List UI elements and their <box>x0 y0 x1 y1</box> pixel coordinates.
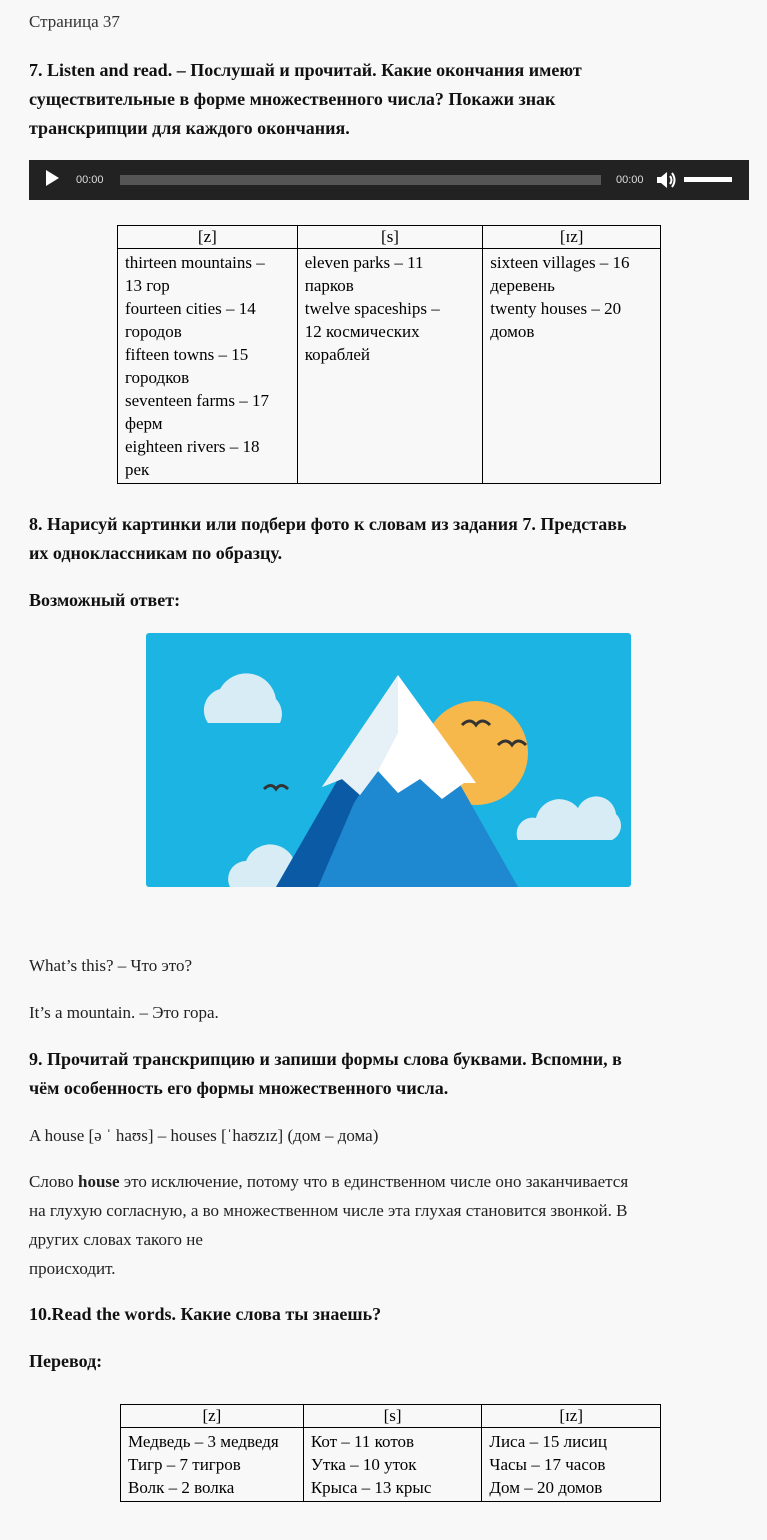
explanation-line: происходит. <box>29 1259 116 1278</box>
page-number: Страница 37 <box>29 12 120 31</box>
cell-line: городков <box>125 368 190 387</box>
table-cell-z <box>118 249 298 484</box>
cell-line: парков <box>304 276 354 295</box>
cell-line: fifteen towns – 15 <box>125 345 249 364</box>
cell-line: Тигр – 7 тигров <box>128 1455 241 1474</box>
table-header: [ɪz] <box>483 226 661 249</box>
cell-line: eighteen rivers – 18 <box>125 437 260 456</box>
highlighted-word: house <box>77 1172 120 1191</box>
table-cell-iz <box>482 1428 661 1502</box>
cell-line: seventeen farms – 17 <box>125 391 269 410</box>
cell-line: Медведь – 3 медведя <box>128 1432 279 1451</box>
table-cell-iz <box>483 249 661 484</box>
explanation-text: Слово <box>29 1172 78 1191</box>
cell-line: sixteen villages – 16 <box>490 253 630 272</box>
task-7-line: транскрипции для каждого окончания. <box>29 118 350 138</box>
cell-line: деревень <box>490 276 555 295</box>
table-cell-s <box>297 249 483 484</box>
cell-line: Часы – 17 часов <box>489 1455 606 1474</box>
dialog-answer: It’s a mountain. – Это гора. <box>29 1003 219 1022</box>
cell-line: городов <box>125 322 182 341</box>
task-7-line: 7. Listen and read. – Послушай и прочитай. Какие окончания имеют <box>29 60 582 80</box>
play-icon[interactable] <box>46 170 59 186</box>
task-9-heading <box>29 1045 622 1103</box>
table-header: [ɪz] <box>482 1405 661 1428</box>
cell-line: Кот – 11 котов <box>310 1432 415 1451</box>
endings-table <box>117 225 661 484</box>
progress-track[interactable] <box>120 175 601 185</box>
cell-line: Дом – 20 домов <box>489 1478 603 1497</box>
explanation-line: на глухую согласную, а во множественном числе эта глухая становится звонкой. В <box>29 1201 628 1220</box>
explanation-line: других словах такого не <box>29 1230 203 1249</box>
cell-line: thirteen mountains – <box>125 253 265 272</box>
task-7-line: существительные в форме множественного числа? Покажи знак <box>29 89 556 109</box>
table-cell-s <box>303 1428 482 1502</box>
possible-answer-label: Возможный ответ: <box>29 590 181 610</box>
cell-line: Лиса – 15 лисиц <box>489 1432 607 1451</box>
cell-line: twelve spaceships – <box>304 299 440 318</box>
house-transcription: A house [ə ˈ haʊs] – houses [ˈhaʊzɪz] (дом – дома) <box>29 1126 379 1145</box>
task-9-line: чём особенность его формы множественного числа. <box>29 1078 449 1098</box>
volume-icon[interactable] <box>656 170 678 190</box>
task-9-line: 9. Прочитай транскрипцию и запиши формы слова буквами. Вспомни, в <box>29 1049 622 1069</box>
table-cell-z <box>121 1428 304 1502</box>
translation-label: Перевод: <box>29 1351 103 1371</box>
task-10-heading: 10.Read the words. Какие слова ты знаешь? <box>29 1304 382 1324</box>
mountain-illustration <box>146 633 631 887</box>
cell-line: домов <box>490 322 535 341</box>
table-header: [s] <box>297 226 483 249</box>
task-8-line: их одноклассникам по образцу. <box>29 543 283 563</box>
translation-table <box>120 1404 661 1502</box>
duration: 00:00 <box>616 174 644 186</box>
table-header: [z] <box>118 226 298 249</box>
cell-line: Утка – 10 уток <box>310 1455 417 1474</box>
task-7-heading <box>29 56 582 143</box>
cell-line: 13 гор <box>125 276 170 295</box>
cell-line: Крыса – 13 крыс <box>310 1478 432 1497</box>
cell-line: ферм <box>125 414 163 433</box>
cell-line: twenty houses – 20 <box>490 299 622 318</box>
cell-line: Волк – 2 волка <box>128 1478 235 1497</box>
cell-line: 12 космических <box>304 322 420 341</box>
current-time: 00:00 <box>76 174 104 186</box>
task-8-heading <box>29 510 627 568</box>
dialog-question: What’s this? – Что это? <box>29 956 193 975</box>
cell-line: рек <box>125 460 150 479</box>
explanation-text: это исключение, потому что в единственном числе оно заканчивается <box>119 1172 629 1191</box>
cell-line: кораблей <box>304 345 371 364</box>
table-header: [s] <box>303 1405 482 1428</box>
volume-slider[interactable] <box>684 177 732 182</box>
task-8-line: 8. Нарисуй картинки или подбери фото к словам из задания 7. Представь <box>29 514 627 534</box>
cell-line: eleven parks – 11 <box>304 253 424 272</box>
table-header: [z] <box>121 1405 304 1428</box>
cell-line: fourteen cities – 14 <box>125 299 256 318</box>
explanation-paragraph <box>29 1167 749 1283</box>
